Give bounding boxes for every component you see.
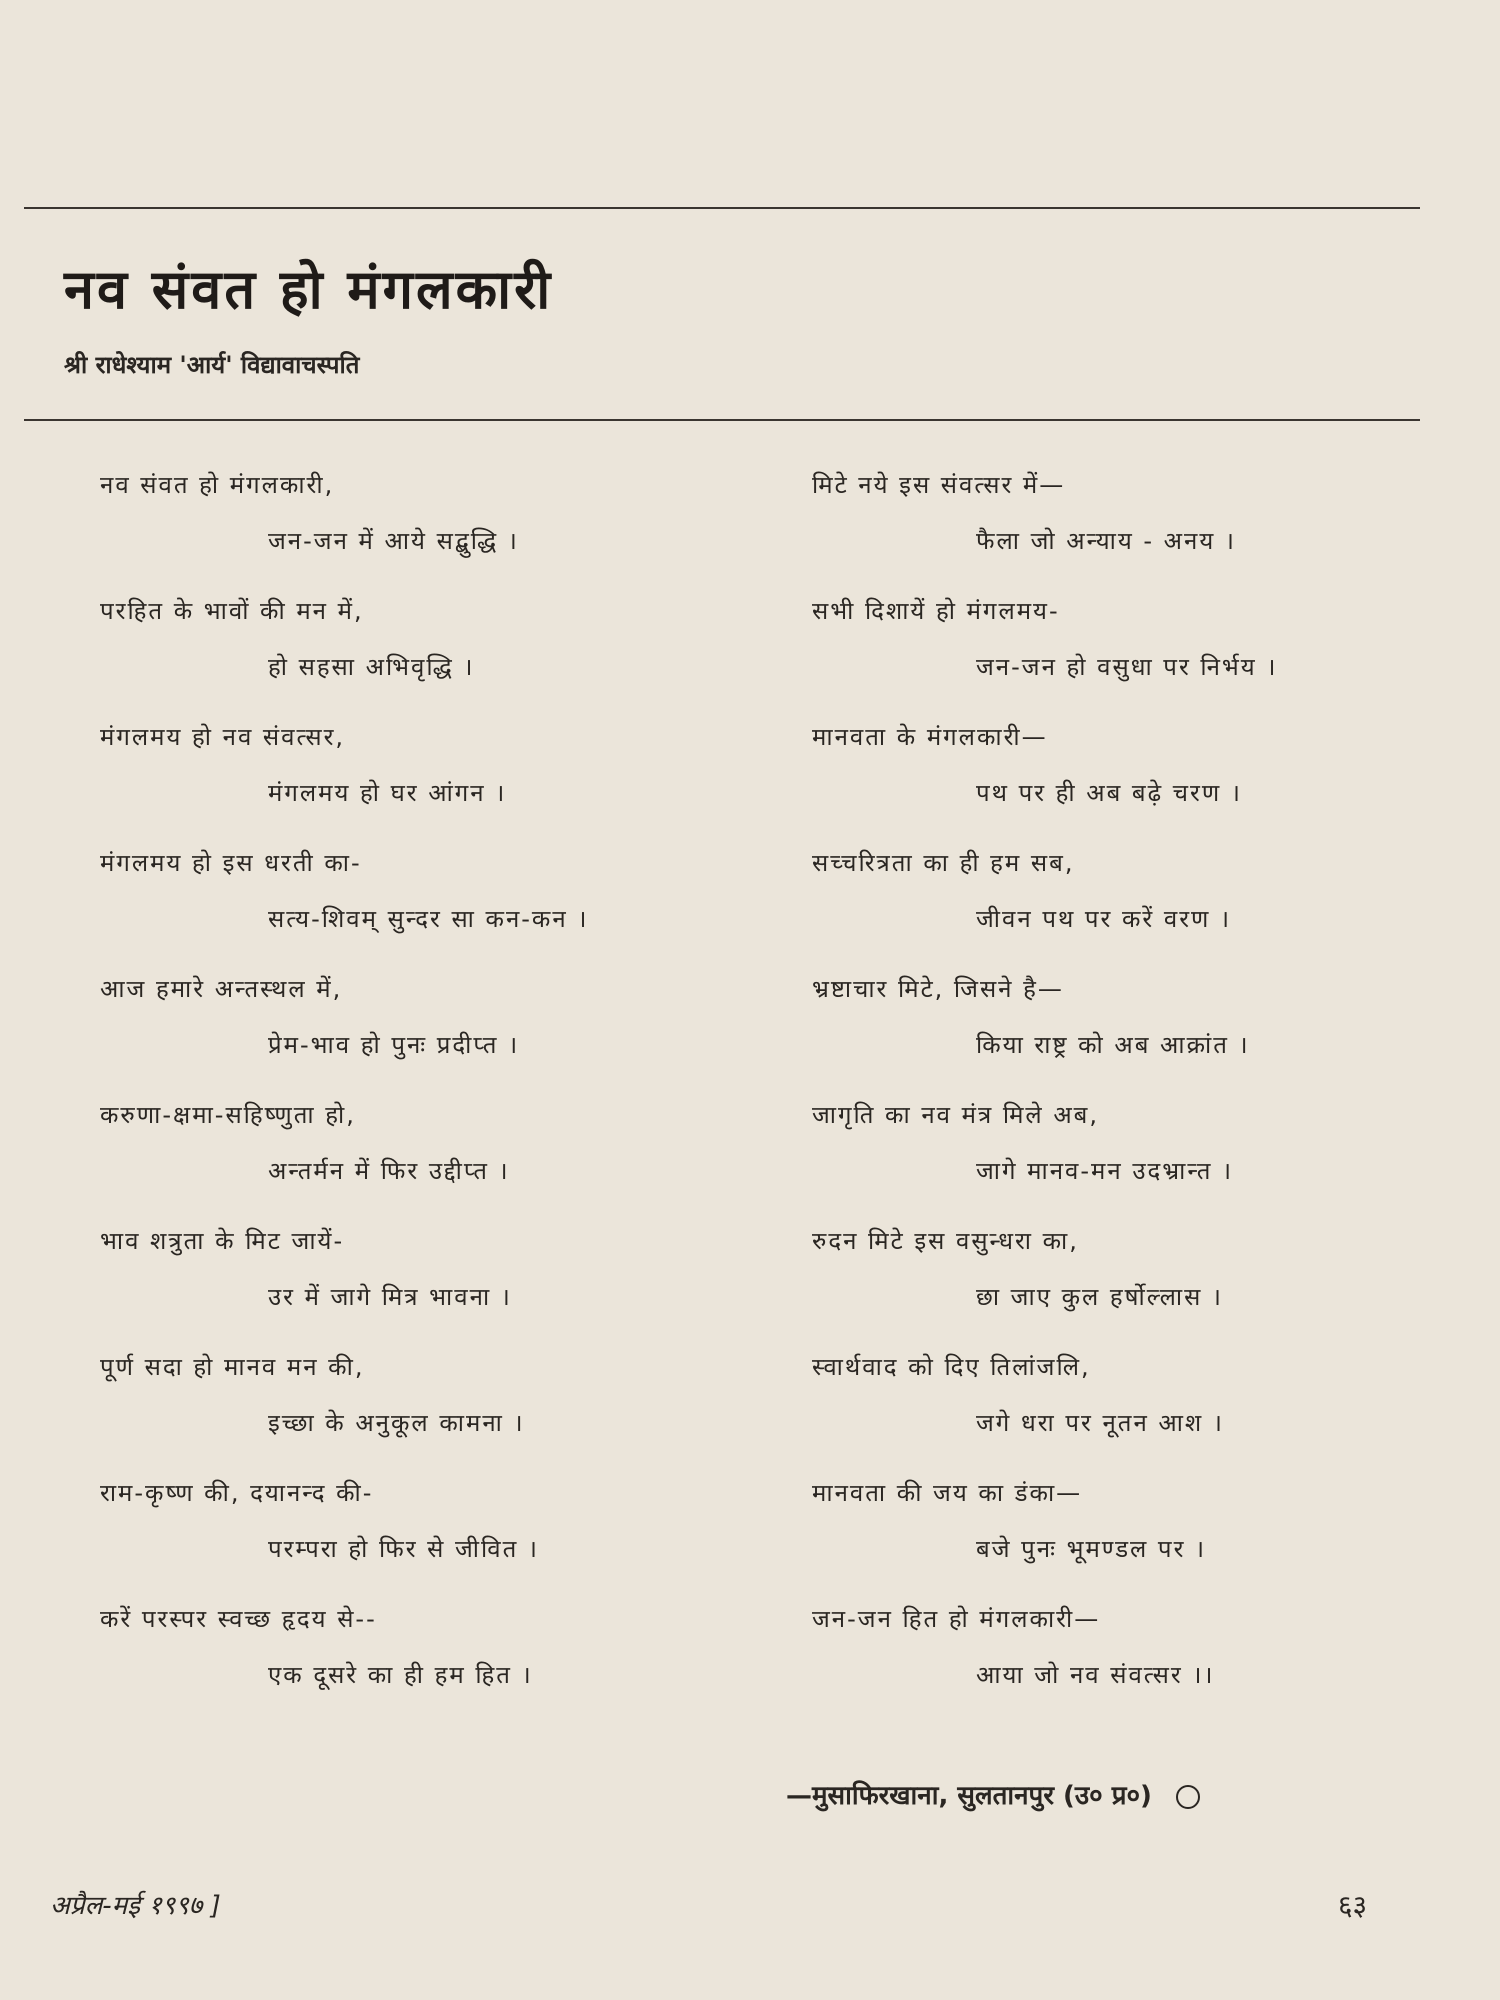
poem-line: जागृति का नव मंत्र मिले अब, [812,1101,1099,1129]
poem-line: करें परस्पर स्वच्छ हृदय से-- [100,1605,377,1633]
poem-line: एक दूसरे का ही हम हित । [268,1661,533,1689]
issue-date: अप्रैल-मई १९९७ ] [50,1891,221,1921]
stanza [100,468,720,594]
stanza [812,1476,1432,1602]
poem-line: हो सहसा अभिवृद्धि । [268,653,475,681]
poem-line: परहित के भावों की मन में, [100,597,364,625]
poem-line: प्रेम-भाव हो पुनः प्रदीप्त । [268,1031,520,1059]
poem-line: आया जो नव संवत्सर ।। [976,1661,1215,1689]
poem-line: जन-जन में आये सद्बुद्धि । [268,527,519,555]
stanza [100,1350,720,1476]
poem-line: बजे पुनः भूमण्डल पर । [976,1535,1207,1563]
poem-line: सत्य-शिवम् सुन्दर सा कन-कन । [268,905,589,933]
poem-line: रुदन मिटे इस वसुन्धरा का, [812,1227,1079,1255]
poem-author: श्री राधेश्याम 'आर्य' विद्यावाचस्पति [64,351,360,379]
poem-line: भाव शत्रुता के मिट जायें- [100,1227,345,1255]
poem-line: उर में जागे मित्र भावना । [268,1283,512,1311]
stanza [100,1476,720,1602]
stanza [812,594,1432,720]
header-divider [24,419,1420,421]
poem-line: इच्छा के अनुकूल कामना । [268,1409,525,1437]
poem-line: करुणा-क्षमा-सहिष्णुता हो, [100,1101,356,1129]
stanza [100,720,720,846]
poem-line: मानवता के मंगलकारी— [812,723,1048,751]
stanza [100,846,720,972]
poem-line: राम-कृष्ण की, दयानन्द की- [100,1479,374,1507]
poem-line: मानवता की जय का डंका— [812,1479,1083,1507]
poem-line: मंगलमय हो इस धरती का- [100,849,362,877]
poem-line: जगे धरा पर नूतन आश । [976,1409,1224,1437]
poem-line: फैला जो अन्याय - अनय । [976,527,1236,555]
poem-line: स्वार्थवाद को दिए तिलांजलि, [812,1353,1091,1381]
poem-line: पथ पर ही अब बढ़े चरण । [976,779,1242,807]
poem-line: अन्तर्मन में फिर उद्दीप्त । [268,1157,510,1185]
stanza [812,972,1432,1098]
stanza [812,846,1432,972]
signature-place: —मुसाफिरखाना, सुलतानपुर (उ० प्र०) [786,1781,1152,1811]
poem-line: मंगलमय हो नव संवत्सर, [100,723,346,751]
poem-signature [786,1776,1200,1812]
poem-line: मिटे नये इस संवत्सर में— [812,471,1066,499]
poem-line: छा जाए कुल हर्षोल्लास । [976,1283,1224,1311]
poem-column-left [100,468,720,1728]
stanza [100,594,720,720]
stanza [100,1602,720,1728]
page-number: ६३ [1338,1889,1368,1922]
stanza [100,972,720,1098]
stanza [100,1098,720,1224]
stanza [812,468,1432,594]
poem-line: परम्परा हो फिर से जीवित । [268,1535,539,1563]
poem-title: नव संवत हो मंगलकारी [64,258,554,321]
poem-line: जीवन पथ पर करें वरण । [976,905,1232,933]
poem-line: जन-जन हित हो मंगलकारी— [812,1605,1101,1633]
poem-column-right [812,468,1432,1728]
stanza [812,1098,1432,1224]
end-circle-icon [1176,1785,1200,1809]
poem-line: सभी दिशायें हो मंगलमय- [812,597,1060,625]
stanza [812,720,1432,846]
poem-line: सच्चरित्रता का ही हम सब, [812,849,1075,877]
poem-line: भ्रष्टाचार मिटे, जिसने है— [812,975,1064,1003]
top-divider [24,207,1420,209]
poem-line: पूर्ण सदा हो मानव मन की, [100,1353,365,1381]
poem-line: किया राष्ट्र को अब आक्रांत । [976,1031,1250,1059]
stanza [812,1224,1432,1350]
poem-line: आज हमारे अन्तस्थल में, [100,975,343,1003]
poem-line: नव संवत हो मंगलकारी, [100,471,335,499]
poem-line: जन-जन हो वसुधा पर निर्भय । [976,653,1278,681]
poem-line: मंगलमय हो घर आंगन । [268,779,507,807]
stanza [812,1350,1432,1476]
poem-line: जागे मानव-मन उदभ्रान्त । [976,1157,1234,1185]
stanza [100,1224,720,1350]
stanza [812,1602,1432,1728]
